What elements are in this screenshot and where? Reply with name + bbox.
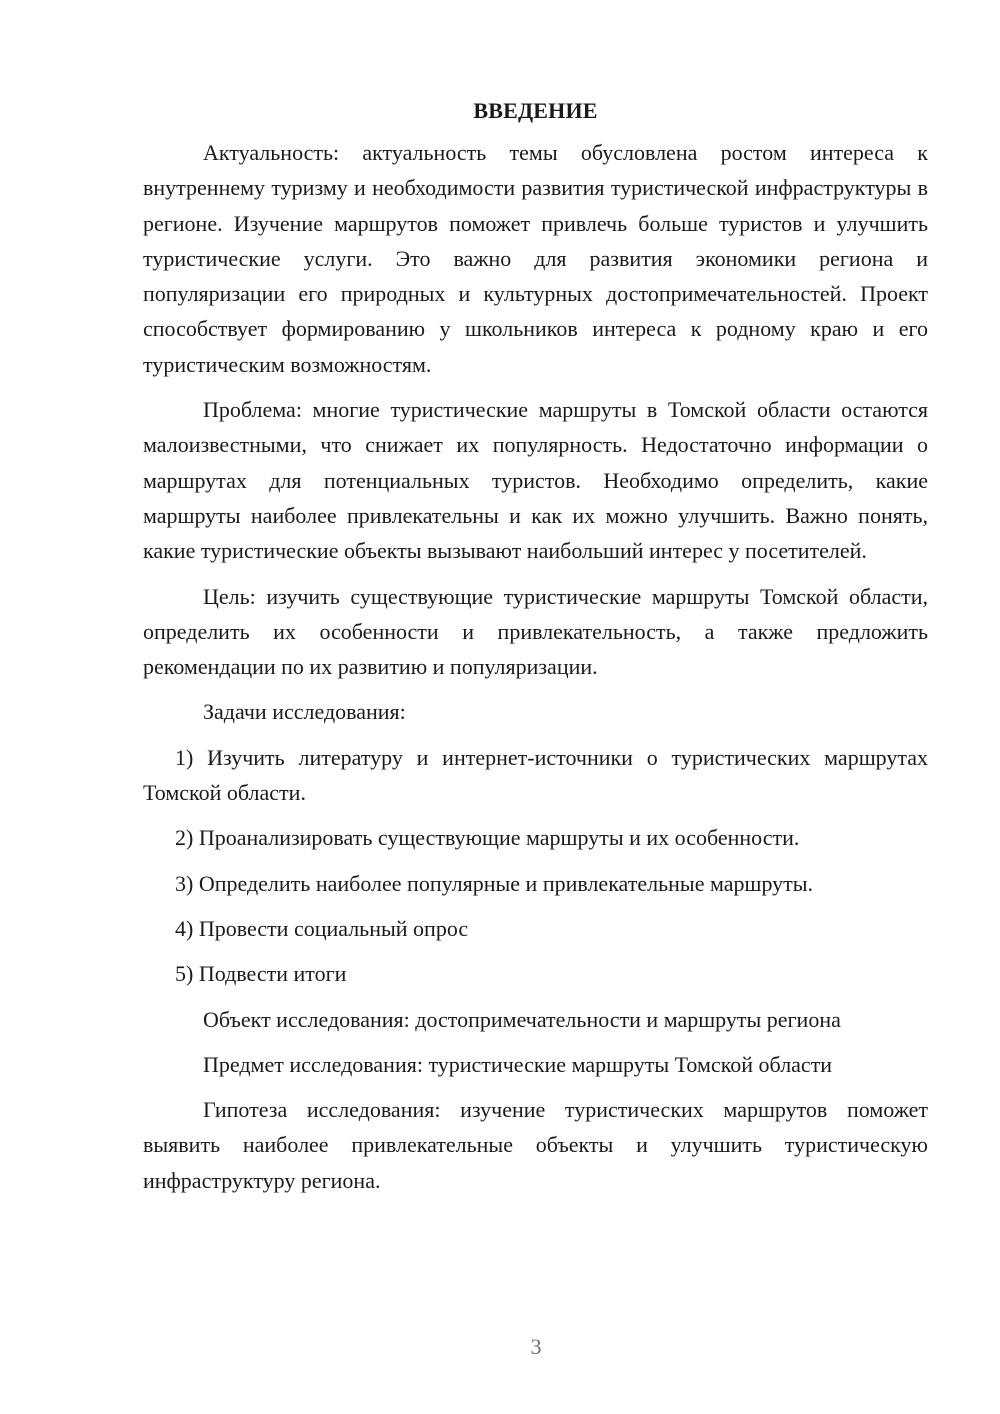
problem-paragraph: Проблема: многие туристические маршруты в Томской области остаются малоизвестными, что снижает их популярность. Недостаточно информации о маршрутах для потенциальных туристов. Необходимо определить, какие маршруты наиболее привлекательны и как их можно улучшить. Важно понять, какие туристические объекты вызывают наибольший интерес у посетителей. <box>143 397 928 564</box>
task-item-4: 4) Провести социальный опрос <box>175 915 469 941</box>
research-object-paragraph: Объект исследования: достопримечательности и маршруты региона <box>203 1006 841 1032</box>
goal-paragraph: Цель: изучить существующие туристические маршруты Томской области, определить их особенности и привлекательность, а также предложить рекомендации по их развитию и популяризации. <box>143 583 928 680</box>
task-item-2: 2) Проанализировать существующие маршруты и их особенности. <box>175 825 800 851</box>
page-number: 3 <box>530 1334 542 1359</box>
page-content <box>143 95 928 1208</box>
page-title: ВВЕДЕНИЕ <box>473 98 598 123</box>
task-item-3: 3) Определить наиболее популярные и привлекательные маршруты. <box>175 870 814 896</box>
relevance-paragraph: Актуальность: актуальность темы обусловлена ростом интереса к внутреннему туризму и необходимости развития туристической инфраструктуры в регионе. Изучение маршрутов поможет привлечь больше туристов и улучшить туристические услуги. Это важно для развития экономики региона и популяризации его природных и культурных достопримечательностей. Проект способствует формированию у школьников интереса к родному краю и его туристическим возможностям. <box>143 140 928 377</box>
hypothesis-paragraph: Гипотеза исследования: изучение туристических маршрутов поможет выявить наиболее привлекательные объекты и улучшить туристическую инфраструктуру региона. <box>143 1097 928 1193</box>
task-item-5: 5) Подвести итоги <box>175 961 347 987</box>
task-item-1: 1) Изучить литературу и интернет-источники о туристических маршрутах Томской области. <box>143 744 928 806</box>
tasks-heading: Задачи исследования: <box>203 699 406 725</box>
research-subject-paragraph: Предмет исследования: туристические маршруты Томской области <box>203 1051 833 1077</box>
